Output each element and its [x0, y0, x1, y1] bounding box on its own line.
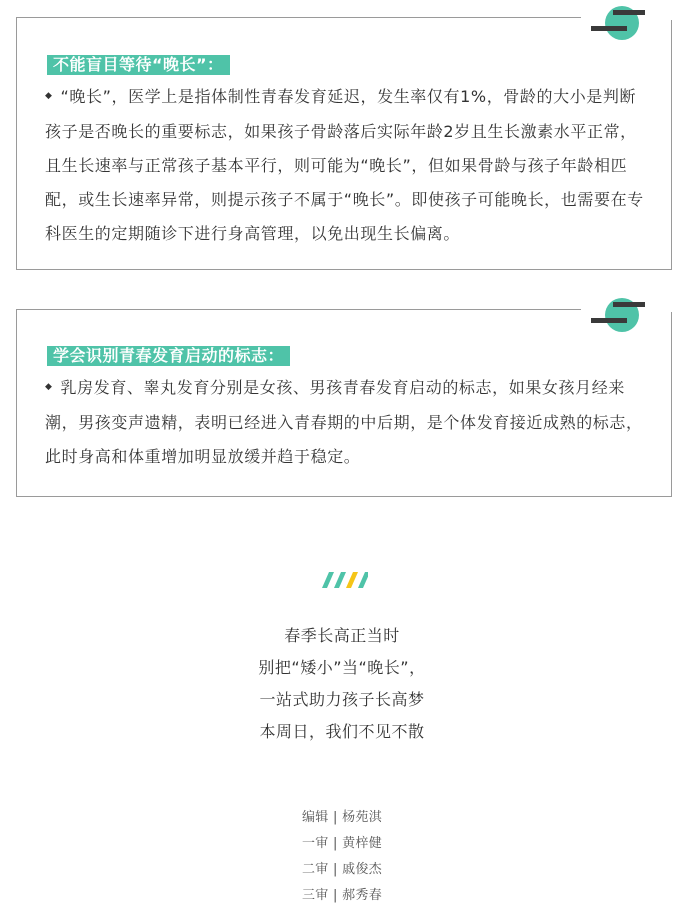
section-body	[45, 371, 647, 474]
section-heading: 学会识别青春发育启动的标志：	[47, 346, 290, 366]
bullet-icon: ◆	[45, 381, 53, 392]
credit-review-3: 三审 | 郝秀春	[301, 888, 383, 903]
corner-deco-icon	[591, 6, 651, 46]
slogan-line: 一站式助力孩子长高梦	[259, 690, 425, 709]
section-body-text: “晚长”，医学上是指体制性青春发育延迟，发生率仅有1%，骨龄的大小是判断孩子是否晚长的重要标志，如果孩子骨龄落后实际年龄2岁且生长激素水平正常，且生长速率与正常孩子基本平行，则可能为“晚长”，但如果骨龄与孩子年龄相匹配，或生长速率异常，则提示孩子不属于“晚长”。即使孩子可能晚长，也需要在专科医生的定期随诊下进行身高管理，以免出现生长偏离。	[45, 87, 644, 243]
credit-review-2: 二审 | 戚俊杰	[301, 862, 383, 877]
slogan-line: 春季长高正当时	[284, 626, 400, 645]
credit-editor: 编辑 | 杨苑淇	[301, 810, 383, 825]
info-card-late-growth	[16, 17, 672, 270]
slogan-line: 别把“矮小”当“晚长”，	[258, 658, 426, 677]
credit-review-1: 一审 | 黄梓健	[301, 836, 383, 851]
section-body	[45, 80, 647, 251]
corner-deco-icon	[591, 298, 651, 338]
slash-divider-icon	[316, 570, 368, 590]
info-card-puberty-signs	[16, 309, 672, 497]
section-heading: 不能盲目等待“晚长”：	[47, 55, 230, 75]
slogan-line: 本周日，我们不见不散	[259, 722, 425, 741]
section-body-text: 乳房发育、睾丸发育分别是女孩、男孩青春发育启动的标志，如果女孩月经来潮，男孩变声遗精，表明已经进入青春期的中后期，是个体发育接近成熟的标志，此时身高和体重增加明显放缓并趋于稳定。	[45, 378, 643, 466]
bullet-icon: ◆	[45, 90, 53, 101]
